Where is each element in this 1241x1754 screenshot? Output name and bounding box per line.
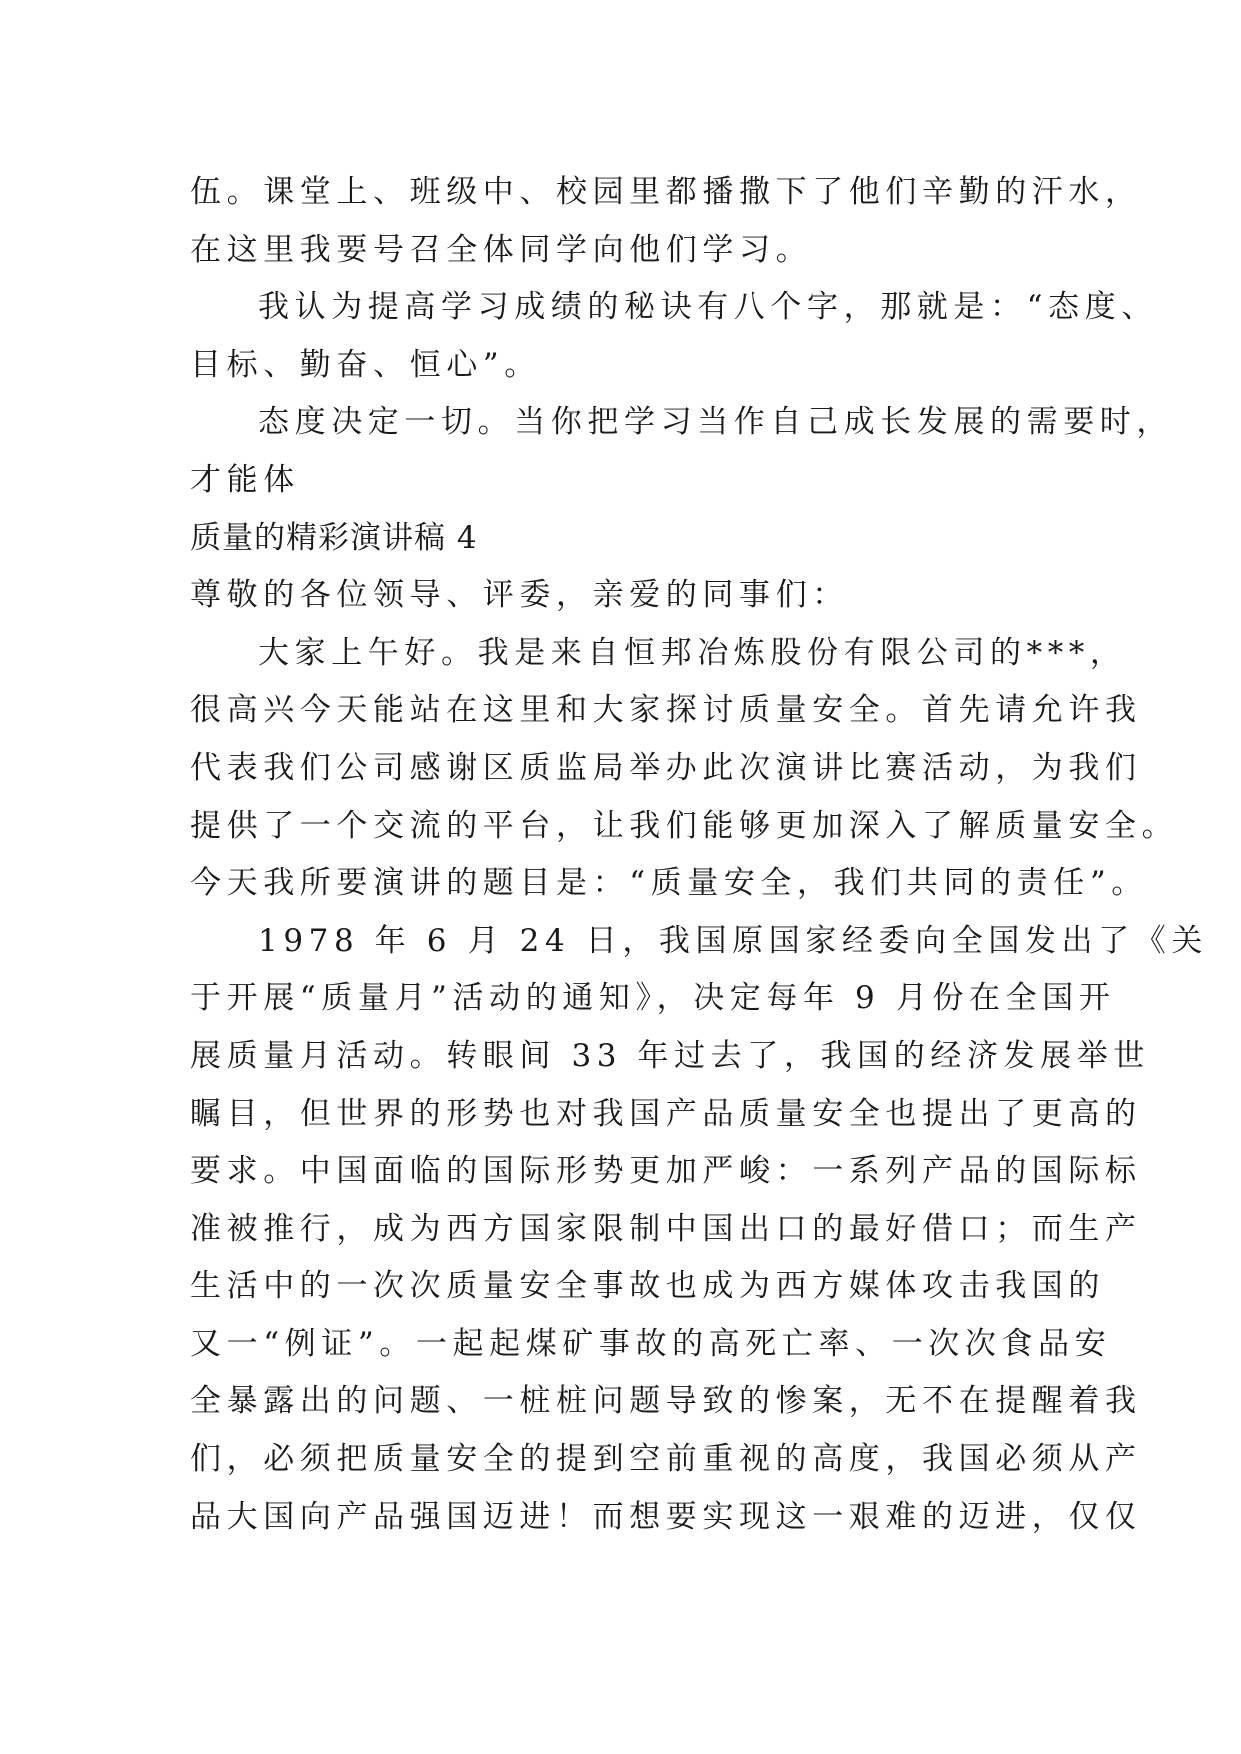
text-line: 们，必须把质量安全的提到空前重视的高度，我国必须从产 xyxy=(190,1441,1142,1478)
text-line: 态度决定一切。当你把学习当作自己成长发展的需要时， xyxy=(258,404,1173,441)
text-line: 1978 年 6 月 24 日，我国原国家经委向全国发出了《关 xyxy=(258,922,1208,959)
text-line: 伍。课堂上、班级中、校园里都播撒下了他们辛勤的汗水， xyxy=(190,174,1142,210)
document-body xyxy=(190,164,1208,1546)
text-line: 今天我所要演讲的题目是：“质量安全，我们共同的责任”。 xyxy=(190,865,1148,902)
text-line: 我认为提高学习成绩的秘诀有八个字，那就是：“态度、 xyxy=(258,289,1158,326)
text-line: 于开展“质量月”活动的通知》，决定每年 9 月份在全国开 xyxy=(190,980,1116,1017)
text-line: 展质量月活动。转眼间 33 年过去了，我国的经济发展举世 xyxy=(190,1037,1150,1074)
text-line: 生活中的一次次质量安全事故也成为西方媒体攻击我国的 xyxy=(190,1268,1105,1305)
section-heading: 质量的精彩演讲稿 4 xyxy=(190,519,478,556)
text-line: 代表我们公司感谢区质监局举办此次演讲比赛活动，为我们 xyxy=(190,749,1142,786)
text-line: 要求。中国面临的国际形势更加严峻：一系列产品的国际标 xyxy=(190,1153,1142,1190)
text-line: 很高兴今天能站在这里和大家探讨质量安全。首先请允许我 xyxy=(190,692,1142,729)
text-line: 准被推行，成为西方国家限制中国出口的最好借口；而生产 xyxy=(190,1210,1142,1247)
text-line: 提供了一个交流的平台，让我们能够更加深入了解质量安全。 xyxy=(190,807,1179,844)
text-line: 全暴露出的问题、一桩桩问题导致的惨案，无不在提醒着我 xyxy=(190,1383,1142,1420)
text-line: 才能体 xyxy=(190,461,300,498)
text-line: 品大国向产品强国迈进！而想要实现这一艰难的迈进，仅仅 xyxy=(190,1498,1142,1535)
text-line: 又一“例证”。一起起煤矿事故的高死亡率、一次次食品安 xyxy=(190,1325,1112,1362)
text-line: 瞩目，但世界的形势也对我国产品质量安全也提出了更高的 xyxy=(190,1095,1142,1132)
text-line: 大家上午好。我是来自恒邦冶炼股份有限公司的***， xyxy=(258,634,1127,671)
text-line: 在这里我要号召全体同学向他们学习。 xyxy=(190,231,813,268)
text-line: 尊敬的各位领导、评委，亲爱的同事们： xyxy=(190,577,849,614)
text-line: 目标、勤奋、恒心”。 xyxy=(190,346,541,383)
